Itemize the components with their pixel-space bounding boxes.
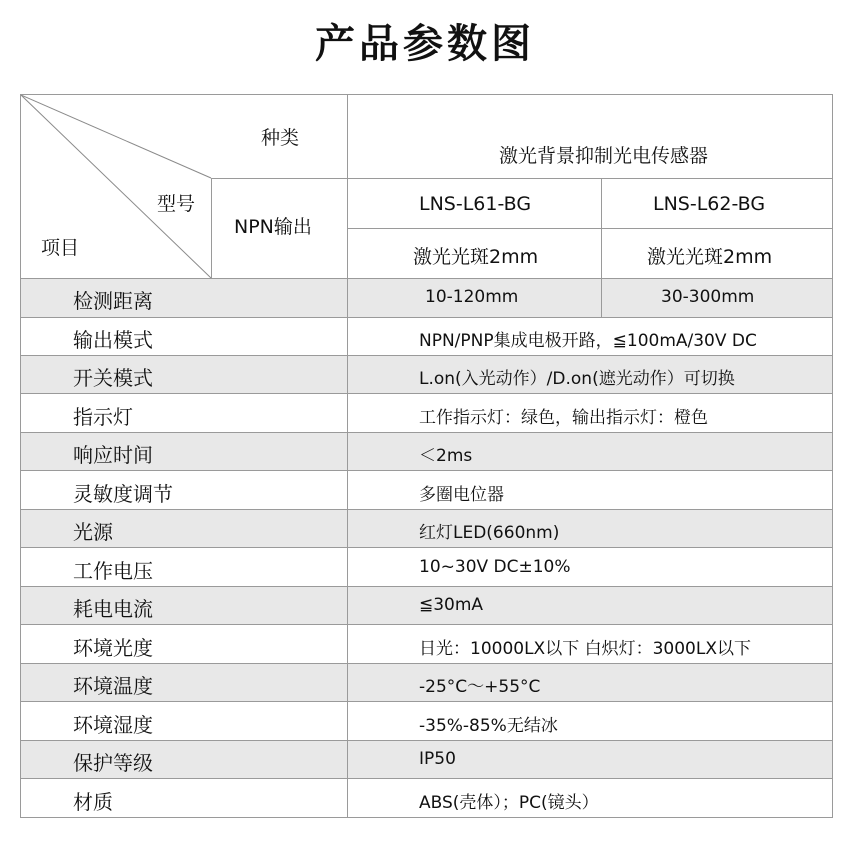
row-value: -25°C～+55°C [419,677,541,697]
row-divider [21,586,832,587]
row-value: L.on(入光动作）/D.on(遮光动作）可切换 [419,369,735,389]
row-value: -35%-85%无结冰 [419,716,558,736]
model-header: 型号 [157,193,196,215]
row-label: 环境湿度 [73,713,153,737]
row-value: 红灯LED(660nm) [419,523,560,543]
output-type: NPN输出 [234,216,312,238]
row-label: 材质 [73,790,113,814]
row-label: 检测距离 [73,289,153,313]
row-label: 工作电压 [73,559,153,583]
row-value: ≦30mA [419,595,484,615]
row-value: 多圈电位器 [419,485,504,505]
spec-table [20,94,833,818]
row-label: 环境光度 [73,636,153,660]
row-divider [21,547,832,548]
item-header: 项目 [41,237,80,259]
page-title: 产品参数图 [315,21,535,67]
row-divider [21,355,832,356]
row-label: 耗电电流 [73,597,153,621]
row-label: 灵敏度调节 [73,482,173,506]
row-value: 工作指示灯：绿色，输出指示灯：橙色 [419,408,708,428]
row-divider [21,278,832,279]
row-divider [21,317,832,318]
row-value: ABS(壳体）；PC(镜头） [419,793,599,813]
row-divider [21,624,832,625]
row-divider [347,228,832,229]
category-header: 种类 [261,127,300,149]
spot-size-1: 激光光斑2mm [413,246,539,268]
row-label: 保护等级 [73,751,153,775]
row-label: 指示灯 [73,405,133,429]
row-divider [21,470,832,471]
row-label: 光源 [73,520,113,544]
model-2: LNS-L62-BG [653,193,766,215]
row-label: 开关模式 [73,366,153,390]
model-1: LNS-L61-BG [419,193,532,215]
row-label: 响应时间 [73,443,153,467]
row-divider [21,740,832,741]
row-divider [211,178,832,179]
row-value: NPN/PNP集成电极开路，≦100mA/30V DC [419,331,757,351]
column-divider [601,178,602,317]
spot-size-2: 激光光斑2mm [647,246,773,268]
row-divider [21,701,832,702]
row-value: IP50 [419,749,456,769]
category-value: 激光背景抑制光电传感器 [499,145,709,167]
row-label: 环境温度 [73,674,153,698]
row-divider [21,432,832,433]
column-divider [211,178,212,278]
row-value: 日光：10000LX以下 白炽灯：3000LX以下 [419,639,751,659]
row-value: 10~30V DC±10% [419,557,571,577]
row-label: 输出模式 [73,328,153,352]
row-divider [21,778,832,779]
row-divider [21,393,832,394]
row-divider [21,509,832,510]
distance-value-2: 30-300mm [661,287,755,307]
column-divider [347,95,348,817]
row-divider [21,663,832,664]
row-value: ＜2ms [419,446,473,466]
distance-value-1: 10-120mm [425,287,519,307]
